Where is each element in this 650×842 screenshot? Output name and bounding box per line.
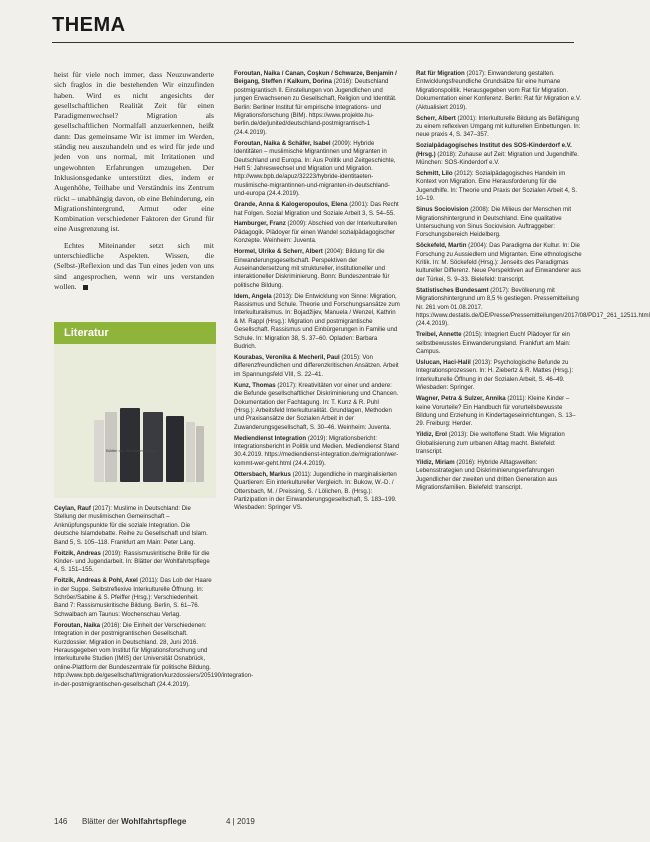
reference-entry [234,293,400,352]
reference-entry [54,621,254,689]
book-cover [143,412,163,482]
reference-author: Foroutan, Naika / Canan, Coşkun / Schwarze, Benjamin / Beigang, Steffen / Kalkum, Dorina [234,70,397,86]
magazine-name-bold: Wohlfahrtspflege [121,817,187,826]
references-column-3 [416,70,650,495]
reference-entry [416,459,582,493]
reference-author: Yildiz, Erol [416,431,447,439]
reference-entry [234,220,400,245]
reference-entry [416,331,582,356]
reference-author: Rat für Migration [416,70,465,77]
reference-author: Hormel, Ulrike & Scherr, Albert [234,248,323,256]
issue-number: 4 | 2019 [226,817,255,826]
reference-entry [416,206,582,240]
reference-text: (2009): Hybride Identitäten – muslimische Migrantinnen und Migranten in Deutschland und Europa. In: Aus Politik und Zeitgeschichte, Heft 5: Jahreswechsel und Migration und Migration. http://www.bpb.de/apuz/32223/hybride-identitaeten-muslimische-migrantinnen-und-migranten-in-deutschland-und-europa (24.4.2019). [234,139,396,198]
literature-banner: Literatur [54,322,216,344]
reference-author: Grande, Anna & Kalogeropoulos, Elena [234,201,348,209]
book-spine [105,412,117,482]
reference-text: (2011): Das Lob der Haare in der Suppe. Selbstreflexive Interkulturelle Öffnung. In: Schröer/Sabine & S. Pfeiffer (Hrsg.): Verschiedenheit. Band 7: Rassismuskritische Bildung. Berlin, S. 61–76. Schwalbach am Taunus: Wochenschau Verlag. [54,577,212,618]
body-paragraph-2-text: Echtes Miteinander setzt sich mit unterschiedliche Aspekten. Wissen, die (Selbst-)Reflexion und das Tun eines jeden von uns sind angesprochen, wenn wir uns verstanden wollen. [54,240,214,291]
reference-author: Treibel, Annette [416,331,462,339]
reference-entry [416,142,582,167]
reference-author: Uslucan, Haci-Halil [416,359,471,366]
reference-author: Yildiz, Miriam [416,458,455,466]
reference-entry [416,170,582,204]
reference-entry [234,140,400,199]
reference-entry [416,431,582,456]
book-cover [120,408,140,482]
reference-author: Hamburger, Franz [234,220,286,228]
reference-text: (2004): Bildung für die Einwanderungsgesellschaft. Perspektiven der Auseinandersetzung mit struktureller, institutioneller und interaktioneller Diskriminierung. Bonn: Bundeszentrale für politische Bildung. [234,248,390,289]
reference-text: (2013): Die Entwicklung von Sinne: Migration, Rassismus und Schule. Theorie und Forschungsansätze zum Interkulturalismus. In: Bojadžijev, Manuela / Wenzel, Kathrin & M. Rappl (Hrsg.): Migration und postmigrantische Gesellschaft. Rassismus und Einbürgerungen in Familie und Schule. In: Migration 38, S. 37–60. Opladen: Barbara Budrich. [234,292,400,351]
reference-entry [416,115,582,140]
book-caption: Blätter der Wohlfahrtspflege [106,448,156,453]
reference-text: (2017): Muslime in Deutschland: Die Stellung der muslimischen Gemeinschaft – Anknüpfungspunkte für die soziale Integration. Die deutsche Islamdebatte. Reihe zu Gesellschaft und Islam. Band 5, S. 105–118. Frankfurt am Main: Peter Lang. [54,505,208,546]
reference-entry [416,242,582,284]
reference-author: Mediendienst Integration [234,434,307,442]
references-column-1 [54,505,254,692]
reference-author: Schmitt, Lilo [416,169,453,177]
page-footer [54,816,574,828]
reference-entry [234,70,400,137]
books-illustration [94,382,204,482]
reference-text: (2004): Das Paradigma der Kultur. In: Die Forschung zu Aussiedlern und Migranten. Eine ethnologische Kritik. In: M. Söckefeld (Hrsg.): Jenseits des Paradigmas kultureller Differenz. Neue Perspektiven auf Einwanderer aus der Türkei, S. 9–33. Bielefeld: transcript. [416,242,582,283]
body-text-column [54,70,214,298]
reference-text: (2016): Die Einheit der Verschiedenen: Integration in der postmigrantischen Gesellschaft. Kurzdossier. Migration in Deutschland. 28, Juni 2016. Herausgegeben vom Institut für Migrationsforschung und Interkulturelle Studien (IMIS) der Universität Osnabrück, online-Plattform der Bundeszentrale für politische Bildung. http://www.bpb.de/gesellschaft/migration/kurzdossiers/205190/integration-in-der-postmigrantischen-gesellschaft (24.4.2019). [54,621,254,688]
reference-entry [234,201,400,218]
end-of-article-mark [83,285,88,290]
reference-author: Foroutan, Naika & Schäfer, Isabel [234,139,331,147]
reference-text: (2011): Kleine Kinder – keine Vorurteile? Ein Handbuch für vorurteilsbewusste Bildung und Erziehung in Kindertageseinrichtungen, S. 13–29. Freiburg: Herder. [416,395,576,428]
reference-entry [416,70,582,112]
book-spine [94,420,104,482]
reference-author: Idem, Angela [234,292,272,300]
reference-text: (2019): Migrationsbericht: Integrationsbericht in Politik und Medien. Mediendienst Stand 30.4.2019. https://mediendienst-integration.de/migration/wer-kommt-wer-geht.html (24.4.2019). [234,434,400,467]
reference-text: (2013): Die weltoffene Stadt. Wie Migration Globalisierung zum urbanen Alltag macht. Bielefeld: transcript. [416,431,565,456]
section-title: THEMA [52,14,126,36]
reference-text: (2016): Hybride Alltagswelten: Lebensstrategien und Diskriminierungserfahrungen Jugendlicher der zweiten und dritten Generation aus Migrationsfamilien. Bielefeld: transcript. [416,458,558,492]
reference-entry [416,395,582,429]
reference-author: Statistisches Bundesamt [416,286,489,294]
reference-author: Sozialpädagogisches Institut des SOS-Kinderdorf e.V. (Hrsg.) [416,142,572,158]
reference-author: Scherr, Albert [416,114,456,122]
reference-text: (2016): Deutschland postmigrantisch II. Einstellungen von Jugendlichen und jungen Erwachsenen zu Gesellschaft, Religion und Identität. Berlin: Berliner Institut für empirische Integrations- und Migrationsforschung (BIM). https://www.projekte.hu-berlin.de/de/junited/deutschland-postmigrantisch-1 (24.4.2019). [234,78,397,136]
magazine-name-light: Blätter der [82,817,122,826]
reference-text: (2015): Integriert Euch! Plädoyer für ein selbstbewusstes Einwanderungsland. Frankfurt am Main: Campus. [416,331,571,356]
reference-entry [234,471,400,513]
header-divider [52,42,574,43]
reference-text: (2011): Jugendliche in marginalisierten Quartieren: Ein interkultureller Vergleich. In: Bukow, W.-D. / Ottersbach, M. / Preissing, S. / Lölichen, B. (Hrsg.): Partizipation in der Einwanderungsgesellschaft, S. 183–199. Wiesbaden: Springer VS. [234,470,397,512]
reference-author: Foitzik, Andreas & Pohl, Axel [54,577,138,585]
reference-text: (2001): Das Recht hat Folgen. Sozial Migration und Soziale Arbeit 3, S. 54–55. [234,201,399,217]
reference-text: (2019): Rassismuskritische Brille für die Kinder- und Jugendarbeit. In: Blätter der Wohlfahrtspflege 4, S. 151–155. [54,549,210,574]
reference-author: Kourabas, Veronika & Mecheril, Paul [234,354,340,361]
reference-author: Sinus Sociovision [416,206,469,214]
body-paragraph-1: heist für viele noch immer, dass Neuzuwanderte sich fraglos in die bestehenden Wir einzufinden haben. Wird es nicht angesichts der gesellschaftlichen Realität Zeit für einen Paradigmenwechsel? Migration als gesellschaftlichen Normalfall anzuerkennen, heißt dann: Das gemeinsame Wir ist immer im Werden, ständig neu auszuhandeln und es wird für jede und jeden von uns normal, mit Irritationen und ungewohnten Erfahrungen umzugehen. Der Inklusionsgedanke unterstützt dies, indem er Augenhöhe, Teilhabe und Verständnis ins Zentrum rückt – unabhängig davon, ob eine Behinderung, ein Migrationshintergrund, Armut oder eine Kombination verschiedener Faktoren der Grund für eine Ausgrenzung ist. [54,70,214,234]
reference-entry [416,286,650,329]
book-spine [196,426,204,482]
magazine-name [82,816,186,828]
body-paragraph-2 [54,241,214,292]
reference-text: (2017): Kreativitäten vor einer und andere: die Befunde gesellschaftlicher Diskriminierung und Chancen. Dokumentation der Fachtagung. In: T. Kunz & R. Puhl (Hrsg.): Arbeitsfeld Interkulturalität. Grundlagen, Methoden und Praxisansätze der Sozialen Arbeit in der Zuwanderungsgesellschaft, S. 30–46. Weinheim: Juventa. [234,381,399,431]
reference-entry [416,359,582,393]
reference-text: (2017): Einwanderung gestalten. Entwicklungsfreundliche Grundsätze für eine humane Migrationspolitik. Herausgegeben vom Rat für Migration. Dokumentation einer Konferenz. Berlin: Rat für Migration e.V. (Aktualisiert 2019). [416,70,582,111]
reference-text: (2018): Zuhause auf Zeit: Migration und Jugendhilfe. München: SOS-Kinderdorf e.V. [416,150,579,167]
reference-author: Söckefeld, Martin [416,242,467,250]
reference-entry [234,354,400,379]
reference-author: Ceylan, Rauf [54,505,91,512]
references-column-2 [234,70,400,515]
reference-entry [234,382,400,432]
reference-entry [54,550,214,575]
reference-text: (2012): Sozialpädagogisches Handeln im Kontext von Migration. Eine Herausforderung für die Jugendhilfe. In: Theorie und Praxis der Sozialen Arbeit 4, S. 10–19. [416,169,578,203]
reference-entry [54,505,214,547]
reference-text: (2013): Psychologische Befunde zu Integrationsprozessen. In: H. Ziebertz & R. Mattes (Hrsg.): Interkulturelle Öffnung in der Sozialen Arbeit, S. 46–49. Wiesbaden: Springer. [416,359,574,392]
reference-text: (2017): Bevölkerung mit Migrationshintergrund um 8,5 % gestiegen. Pressemitteilung Nr. 261 vom 01.08.2017. https://www.destatis.de/DE/Presse/Pressemitteilungen/2017/08/PD17_261_12511.html (24.4.2019). [416,286,650,328]
reference-text: (2015): Von differenzfreundlichen und differenzkritischen Ansätzen. Arbeit im Spannungsfeld VIII, S. 22–41. [234,354,399,378]
reference-author: Foitzik, Andreas [54,549,101,557]
reference-entry [54,577,214,619]
reference-author: Foroutan, Naika [54,621,101,629]
reference-text: (2001): Interkulturelle Bildung als Befähigung zu einem reflexiven Umgang mit kulturellen Einbettungen. In: neue praxis 4, S. 347–357. [416,114,581,139]
reference-text: (2009): Abschied von der Interkulturellen Pädagogik. Plädoyer für einen Wandel sozialpädagogischer Konzepte. Weinheim: Juventa. [234,220,397,245]
book-spine [186,422,195,482]
reference-entry [234,435,400,469]
reference-author: Wagner, Petra & Sulzer, Annika [416,395,506,403]
reference-text: (2008): Die Milieus der Menschen mit Migrationshintergrund in Deutschland. Eine qualitative Untersuchung von Sinus Sociovision. Auftraggeber: Forschungsbereich Heidelberg. [416,206,572,239]
reference-author: Ottersbach, Markus [234,470,291,478]
literature-box [54,322,216,498]
reference-author: Kunz, Thomas [234,381,276,389]
page-number: 146 [54,817,68,826]
reference-entry [234,248,400,290]
